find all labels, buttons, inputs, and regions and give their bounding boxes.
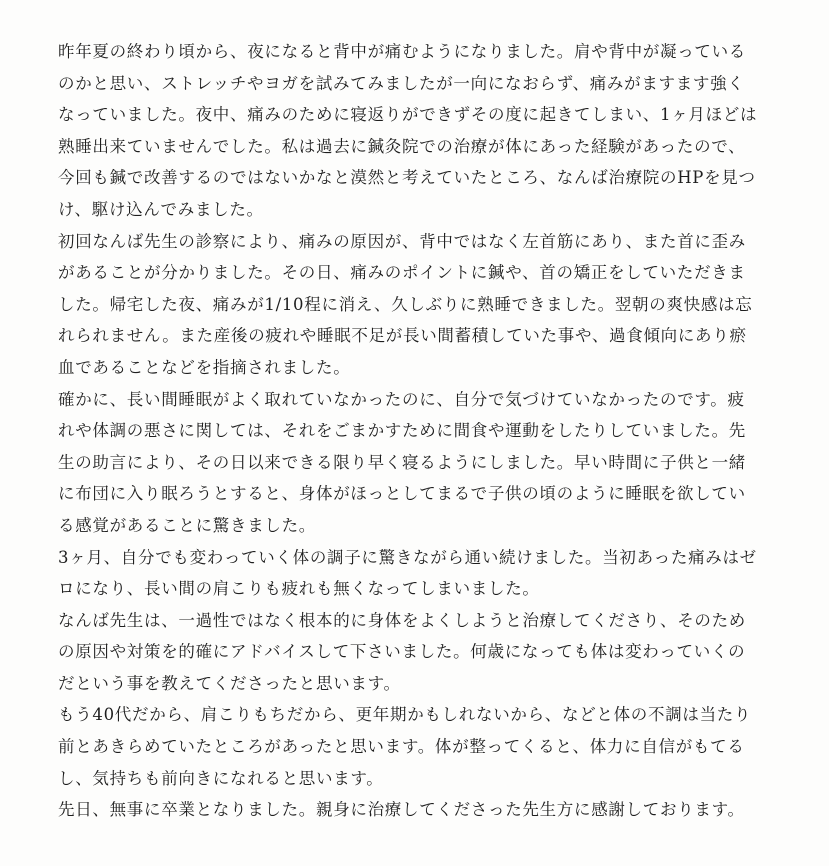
text-line: の原因や対策を的確にアドバイスして下さいました。何歳になっても体は変わっていくの xyxy=(58,642,746,662)
text-line: もう40代だから、肩こりもちだから、更年期かもしれないから、などと体の不調は当たり xyxy=(58,705,752,725)
text-line: 確かに、長い間睡眠がよく取れていなかったのに、自分で気づけていなかったのです。疲 xyxy=(58,389,745,409)
text-line: 3ヶ月、自分でも変わっていく体の調子に驚きながら通い続けました。当初あった痛みはゼ xyxy=(58,547,757,567)
text-line: れられません。また産後の疲れや睡眠不足が長い間蓄積していた事や、過食傾向にあり瘀 xyxy=(58,326,747,346)
text-line: る感覚があることに驚きました。 xyxy=(58,515,316,535)
text-line: し、気持ちも前向きになれると思います。 xyxy=(58,768,384,788)
text-line: け、駆け込んでみました。 xyxy=(58,199,264,219)
text-line: なっていました。夜中、痛みのために寝返りができずその度に起きてしまい、1ヶ月ほどは xyxy=(58,105,758,125)
text-line: 先日、無事に卒業となりました。親身に治療してくださった先生方に感謝しております。 xyxy=(58,800,745,820)
text-line: 血であることなどを指摘されました。 xyxy=(58,357,351,377)
text-line: 生の助言により、その日以来できる限り早く寝るようにしました。早い時間に子供と一緒 xyxy=(58,452,746,472)
text-line: だという事を教えてくださったと思います。 xyxy=(58,673,401,693)
testimonial-text xyxy=(58,36,788,826)
text-line: 初回なんば先生の診察により、痛みの原因が、背中ではなく左首筋にあり、また首に歪み xyxy=(58,231,746,251)
text-line: があることが分かりました。その日、痛みのポイントに鍼や、首の矯正をしていただきま xyxy=(58,263,746,283)
text-line: 昨年夏の終わり頃から、夜になると背中が痛むようになりました。肩や背中が凝っている xyxy=(58,42,746,61)
text-line: 今回も鍼で改善するのではないかなと漠然と考えていたところ、なんば治療院のHPを見つ xyxy=(58,168,756,188)
text-line: に布団に入り眠ろうとすると、身体がほっとしてまるで子供の頃のように睡眠を欲してい xyxy=(58,484,746,504)
text-line: 前とあきらめていたところがあったと思います。体が整ってくると、体力に自信がもてる xyxy=(58,737,745,757)
text-line: 熟睡出来ていませんでした。私は過去に鍼灸院での治療が体にあった経験があったので、 xyxy=(58,136,746,156)
text-line: なんば先生は、一過性ではなく根本的に身体をよくしようと治療してくださり、そのため xyxy=(58,610,746,630)
text-line: した。帰宅した夜、痛みが1/10程に消え、久しぶりに熟睡できました。翌朝の爽快感は忘 xyxy=(58,294,753,314)
text-line: れや体調の悪さに関しては、それをごまかすために間食や運動をしたりしていました。先 xyxy=(58,421,746,441)
text-line: のかと思い、ストレッチやヨガを試みてみましたが一向になおらず、痛みがますます強く xyxy=(58,73,745,93)
text-line: ロになり、長い間の肩こりも疲れも無くなってしまいました。 xyxy=(58,579,540,599)
